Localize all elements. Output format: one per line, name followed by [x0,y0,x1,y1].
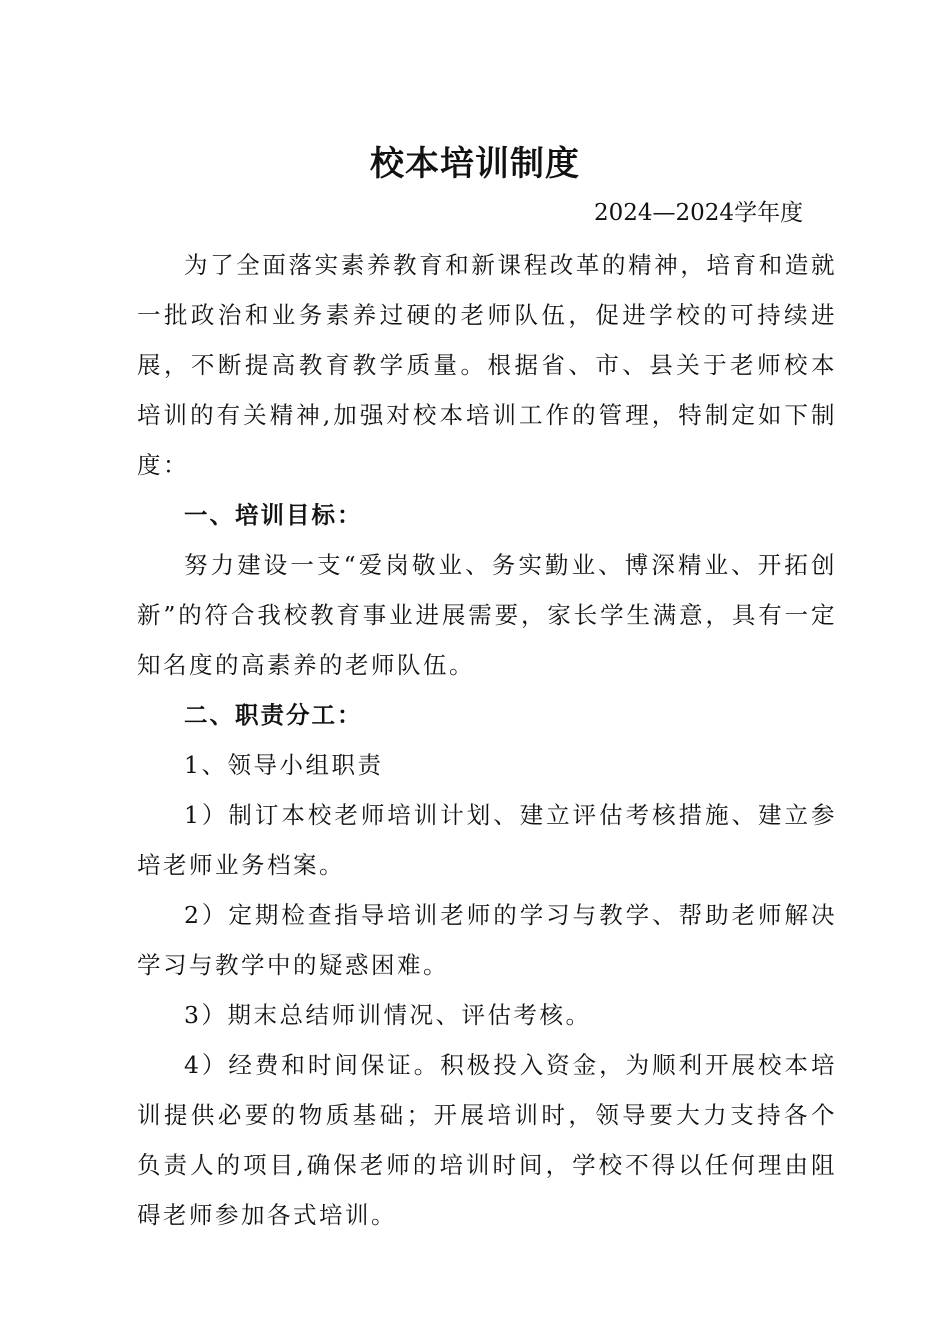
goals-paragraph: 努力建设一支“爱岗敬业、务实勤业、博深精业、开拓创新”的符合我校教育事业进展需要，家长学生满意，具有一定知名度的高素养的老师队伍。 [137,551,837,679]
section-heading-duties: 二、职责分工： [184,701,363,729]
document-title: 校本培训制度 [370,144,580,184]
document-body [137,240,837,1240]
duty-item: 1）制订本校老师培训计划、建立评估考核措施、建立参培老师业务档案。 [137,801,837,879]
subsection-heading-leadership: 1、领导小组职责 [184,751,384,779]
duty-item: 2）定期检查指导培训老师的学习与教学、帮助老师解决学习与教学中的疑惑困难。 [137,901,837,979]
duty-item: 3）期末总结师训情况、评估考核。 [184,1001,592,1029]
intro-paragraph: 为了全面落实素养教育和新课程改革的精神，培育和造就一批政治和业务素养过硬的老师队伍，促进学校的可持续进展，不断提高教育教学质量。根据省、市、县关于老师校本培训的有关精神,加强对校本培训工作的管理，特制定如下制度： [137,251,837,479]
duty-item: 4）经费和时间保证。积极投入资金，为顺利开展校本培训提供必要的物质基础；开展培训时，领导要大力支持各个负责人的项目,确保老师的培训时间，学校不得以任何理由阻碍老师参加各式培训。 [137,1051,837,1229]
academic-year: 2024—2024学年度 [594,200,804,226]
section-heading-goals: 一、培训目标： [184,501,363,529]
